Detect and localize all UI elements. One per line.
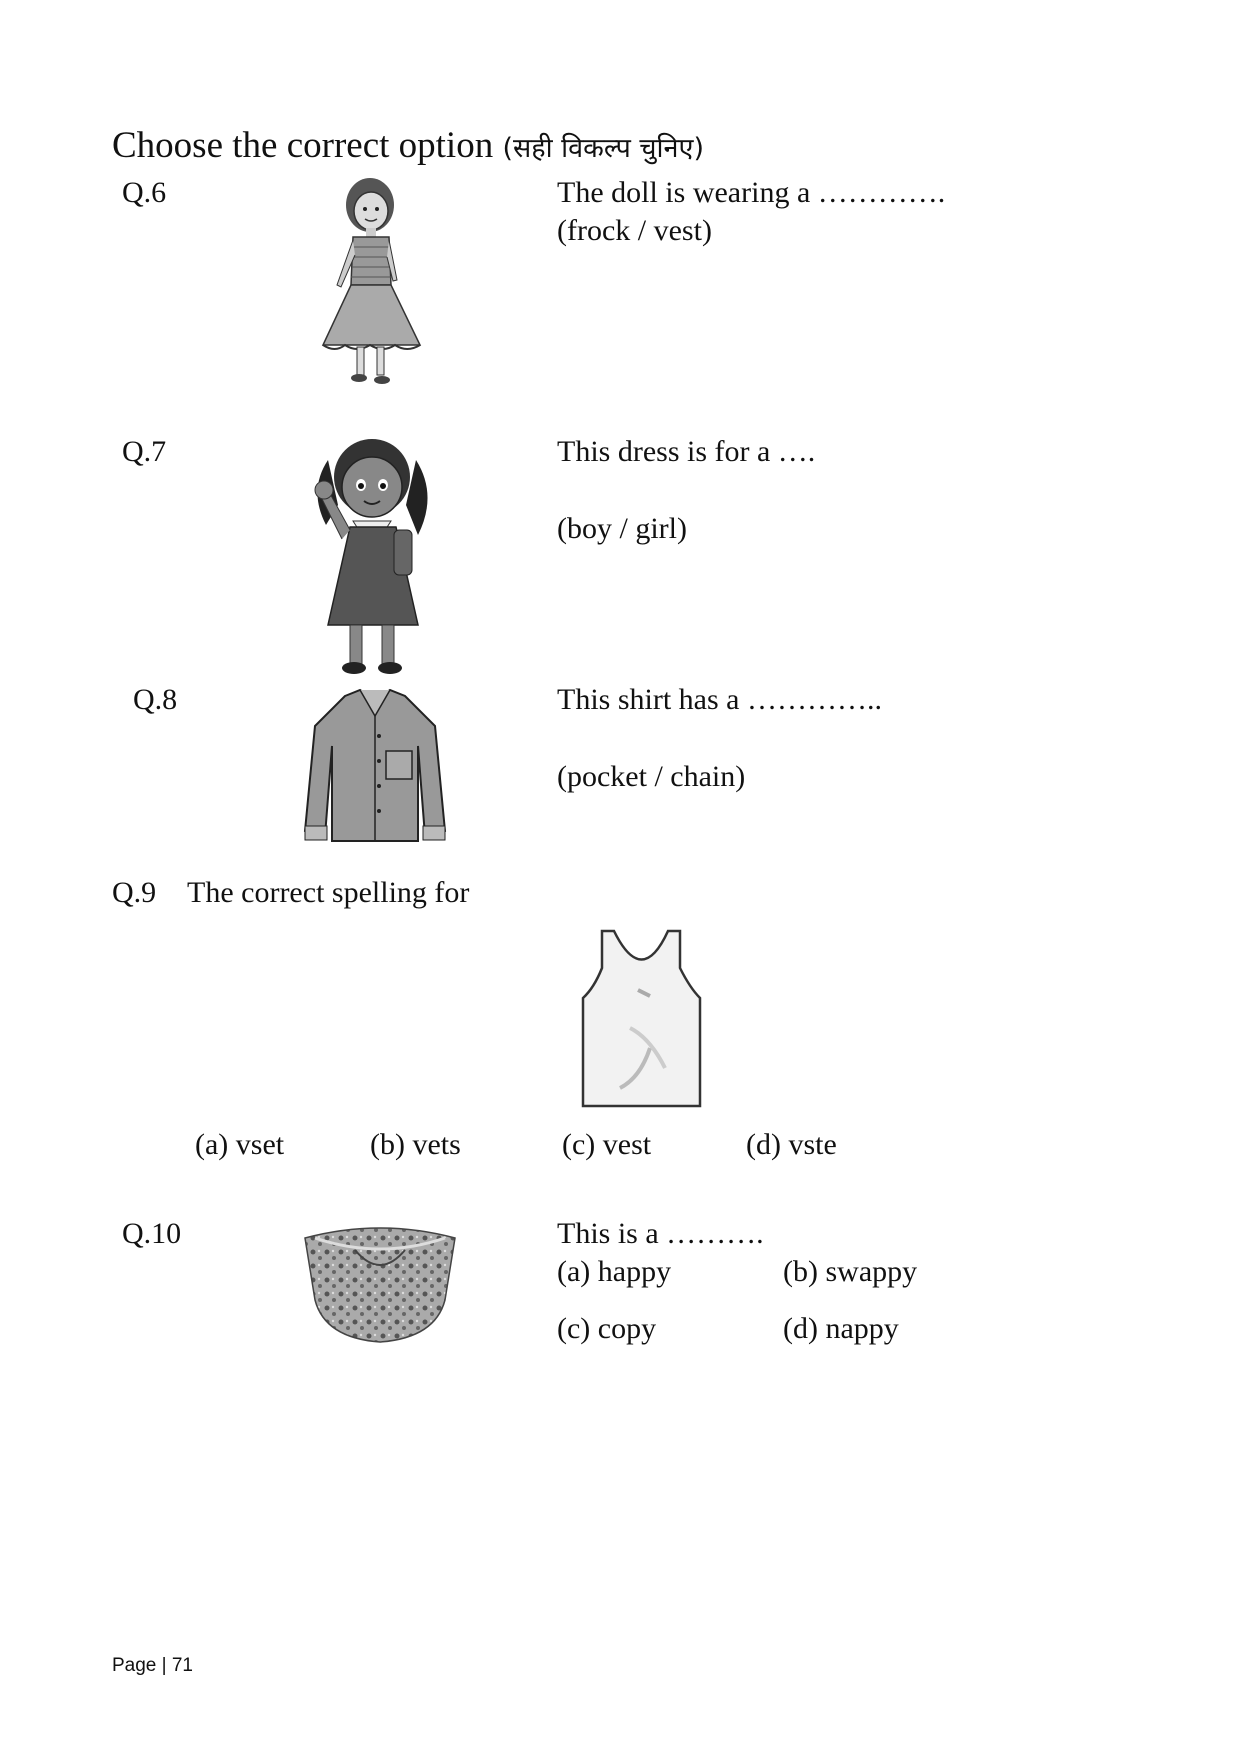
page-number: Page | 71 bbox=[112, 1655, 194, 1676]
heading-hindi: (सही विकल्प चुनिए) bbox=[502, 133, 704, 164]
question-10-choice-d[interactable]: (d) nappy bbox=[783, 1312, 899, 1345]
question-7-number: Q.7 bbox=[122, 435, 167, 468]
question-6-options: (frock / vest) bbox=[557, 214, 712, 247]
question-9-prompt: The correct spelling for bbox=[187, 876, 470, 909]
question-9-choice-b[interactable]: (b) vets bbox=[370, 1128, 461, 1161]
question-10-prompt: This is a ………. bbox=[557, 1217, 764, 1250]
frock-girl-icon bbox=[315, 175, 435, 390]
nappy-icon bbox=[295, 1220, 465, 1350]
question-10-choice-b[interactable]: (b) swappy bbox=[783, 1255, 918, 1288]
question-8-options: (pocket / chain) bbox=[557, 760, 746, 793]
heading-text: Choose the correct option bbox=[112, 125, 494, 166]
question-10-choice-c[interactable]: (c) copy bbox=[557, 1312, 657, 1345]
question-8-number: Q.8 bbox=[133, 683, 178, 716]
question-9-choice-d[interactable]: (d) vste bbox=[746, 1128, 837, 1161]
question-9-number: Q.9 bbox=[112, 876, 157, 909]
question-10-choice-a[interactable]: (a) happy bbox=[557, 1255, 672, 1288]
question-7-prompt: This dress is for a …. bbox=[557, 435, 816, 468]
question-8-prompt: This shirt has a ………….. bbox=[557, 683, 882, 716]
question-7-options: (boy / girl) bbox=[557, 512, 687, 545]
vest-icon bbox=[580, 928, 705, 1108]
question-9-choice-a[interactable]: (a) vset bbox=[195, 1128, 285, 1161]
question-9-choice-c[interactable]: (c) vest bbox=[562, 1128, 652, 1161]
school-girl-icon bbox=[298, 435, 448, 680]
question-10-number: Q.10 bbox=[122, 1217, 182, 1250]
question-6-number: Q.6 bbox=[122, 176, 167, 209]
question-6-prompt: The doll is wearing a …………. bbox=[557, 176, 946, 209]
page-heading bbox=[112, 124, 704, 167]
shirt-icon bbox=[300, 686, 450, 846]
